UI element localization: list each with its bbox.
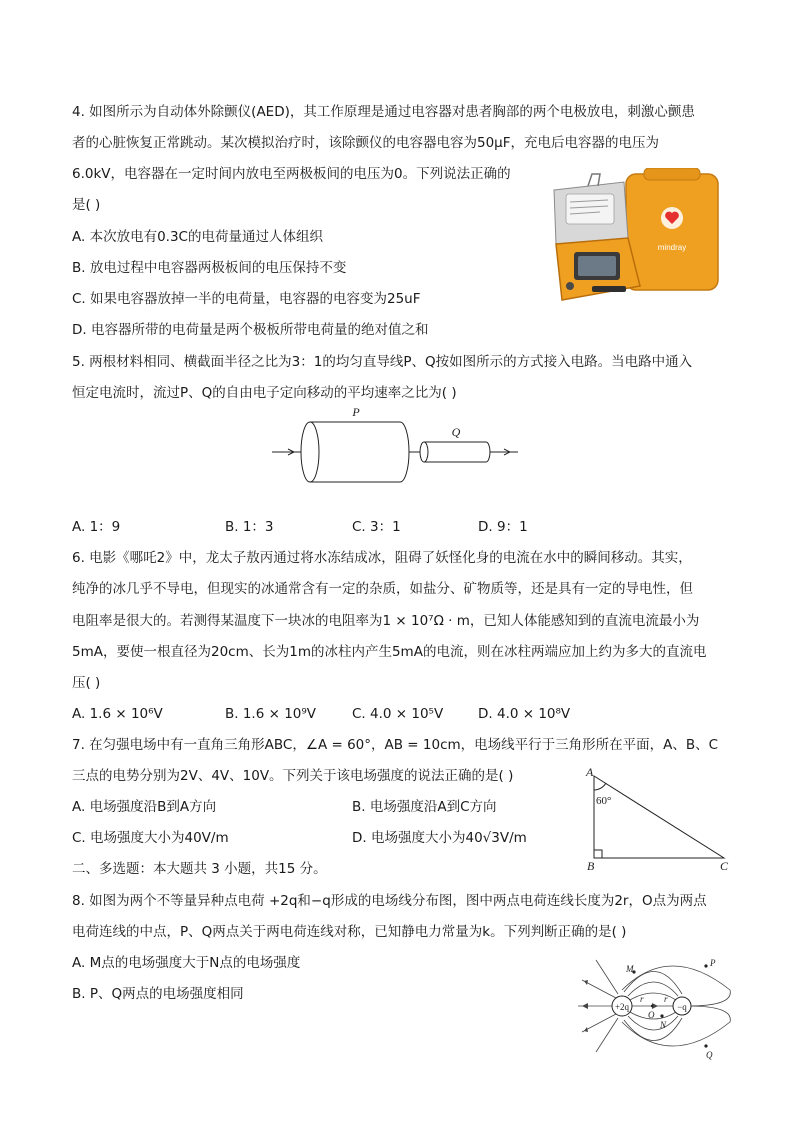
aed-electrode-pack xyxy=(566,194,614,224)
q8-line-1: 8. 如图为两个不等量异种点电荷 +2q和−q形成的电场线分布图，图中两点电荷连线长度为2r，O点为两点 xyxy=(72,893,707,909)
wire-pq-figure xyxy=(270,400,520,500)
point-p-label: P xyxy=(710,958,716,968)
q4-option-d: D. 电容器所带的电荷量是两个极板所带电荷量的绝对值之和 xyxy=(72,322,429,338)
q4-option-b: B. 放电过程中电容器两极板间的电压保持不变 xyxy=(72,260,347,276)
q5-line-1: 5. 两根材料相同、横截面半径之比为3：1的均匀直导线P、Q按如图所示的方式接入电路。当电路中通入 xyxy=(72,354,693,370)
q5-line-2: 恒定电流时，流过P、Q的自由电子定向移动的平均速率之比为( ) xyxy=(72,385,457,401)
aed-cable xyxy=(588,174,600,186)
q4-line-2: 者的心脏恢复正常跳动。某次模拟治疗时，该除颤仪的电容器电容为50μF，充电后电容器的电压为 xyxy=(72,135,660,151)
q6-line-1: 6. 电影《哪吒2》中，龙太子敖丙通过将水冻结成冰，阻碍了妖怪化身的电流在水中的瞬间移动。其实， xyxy=(72,550,692,566)
wire-q-label: Q xyxy=(451,425,461,439)
aed-brand-label: mindray xyxy=(657,243,687,252)
field-lines-figure xyxy=(574,950,734,1062)
negative-charge-label: −q xyxy=(677,1002,687,1012)
q6-line-2: 纯净的冰几乎不导电，但现实的冰通常含有一定的杂质，如盐分、矿物质等，还是具有一定的导电性，但 xyxy=(72,581,693,597)
wire-p-right-end xyxy=(400,422,409,482)
q6-option-b: B. 1.6 × 10⁹V xyxy=(225,706,317,722)
q6-line-5: 压( ) xyxy=(72,675,101,691)
wire-p-label: P xyxy=(352,405,360,419)
q4-option-c: C. 如果电容器放掉一半的电荷量，电容器的电容变为25uF xyxy=(72,291,421,307)
q8-option-b: B. P、Q两点的电场强度相同 xyxy=(72,986,244,1002)
q6-option-d: D. 4.0 × 10⁸V xyxy=(478,706,571,722)
point-o-label: O xyxy=(648,1010,655,1020)
wire-p-left-end xyxy=(301,422,319,482)
vertex-b-label: B xyxy=(587,859,595,873)
q5-option-d: D. 9：1 xyxy=(478,519,528,535)
point-p-dot xyxy=(704,964,707,967)
distance-r-left-label: r xyxy=(640,994,644,1004)
point-o-dot xyxy=(651,1005,653,1007)
section-2-heading: 二、多选题：本大题共 3 小题，共15 分。 xyxy=(72,861,327,877)
aed-button xyxy=(566,282,574,290)
triangle-abc-figure xyxy=(578,762,738,874)
angle-a-label: 60° xyxy=(596,795,612,807)
q7-option-c: C. 电场强度大小为40V/m xyxy=(72,830,229,846)
point-q-label: Q xyxy=(706,1050,713,1060)
distance-r-right-label: r xyxy=(664,994,668,1004)
q4-line-1: 4. 如图所示为自动体外除颤仪(AED)，其工作原理是通过电容器对患者胸部的两个电极放电，刺激心颤患 xyxy=(72,104,695,120)
q6-line-3: 电阻率是很大的。若测得某温度下一块冰的电阻率为1 × 10⁷Ω · m，已知人体能感知到的直流电流最小为 xyxy=(72,613,700,629)
q8-line-2: 电荷连线的中点，P、Q两点关于两电荷连线对称，已知静电力常量为k。下列判断正确的是( ) xyxy=(72,924,627,940)
aed-case xyxy=(626,174,718,290)
point-n-label: N xyxy=(660,1020,667,1030)
point-n-dot xyxy=(660,1014,663,1017)
q7-line-2: 三点的电势分别为2V、4V、10V。下列关于该电场强度的说法正确的是( ) xyxy=(72,768,514,784)
wire-p-body xyxy=(310,422,400,482)
q7-option-d: D. 电场强度大小为40√3V/m xyxy=(352,830,527,846)
wire-q-left-end xyxy=(420,442,428,462)
q7-option-b: B. 电场强度沿A到C方向 xyxy=(352,799,497,815)
angle-a-arc xyxy=(594,783,606,790)
positive-charge-label: +2q xyxy=(614,1002,630,1012)
wire-q-body xyxy=(424,442,486,462)
q6-option-c: C. 4.0 × 10⁵V xyxy=(352,706,444,722)
q5-option-a: A. 1：9 xyxy=(72,519,121,535)
point-m-label: M xyxy=(626,964,634,974)
q4-line-3: 6.0kV，电容器在一定时间内放电至两极板间的电压为0。下列说法正确的 xyxy=(72,166,511,182)
q8-option-a: A. M点的电场强度大于N点的电场强度 xyxy=(72,955,301,971)
q7-line-1: 7. 在匀强电场中有一直角三角形ABC，∠A = 60°，AB = 10cm，电场线平行于三角形所在平面，A、B、C xyxy=(72,737,719,753)
vertex-c-label: C xyxy=(720,859,729,873)
point-q-dot xyxy=(704,1044,707,1047)
triangle-abc xyxy=(594,776,724,858)
q6-option-a: A. 1.6 × 10⁶V xyxy=(72,706,163,722)
q7-option-a: A. 电场强度沿B到A方向 xyxy=(72,799,217,815)
q4-option-a: A. 本次放电有0.3C的电荷量通过人体组织 xyxy=(72,229,323,245)
q5-option-c: C. 3：1 xyxy=(352,519,401,535)
right-angle-mark xyxy=(594,850,602,858)
aed-device-figure xyxy=(548,168,724,308)
vertex-a-label: A xyxy=(586,765,594,779)
q5-option-b: B. 1：3 xyxy=(225,519,274,535)
q4-line-4: 是( ) xyxy=(72,197,101,213)
wire-q-right-end xyxy=(486,442,490,462)
q6-line-4: 5mA，要使一根直径为20cm、长为1m的冰柱内产生5mA的电流，则在冰柱两端应加上约为多大的直流电 xyxy=(72,644,707,660)
aed-case-handle xyxy=(644,168,700,180)
